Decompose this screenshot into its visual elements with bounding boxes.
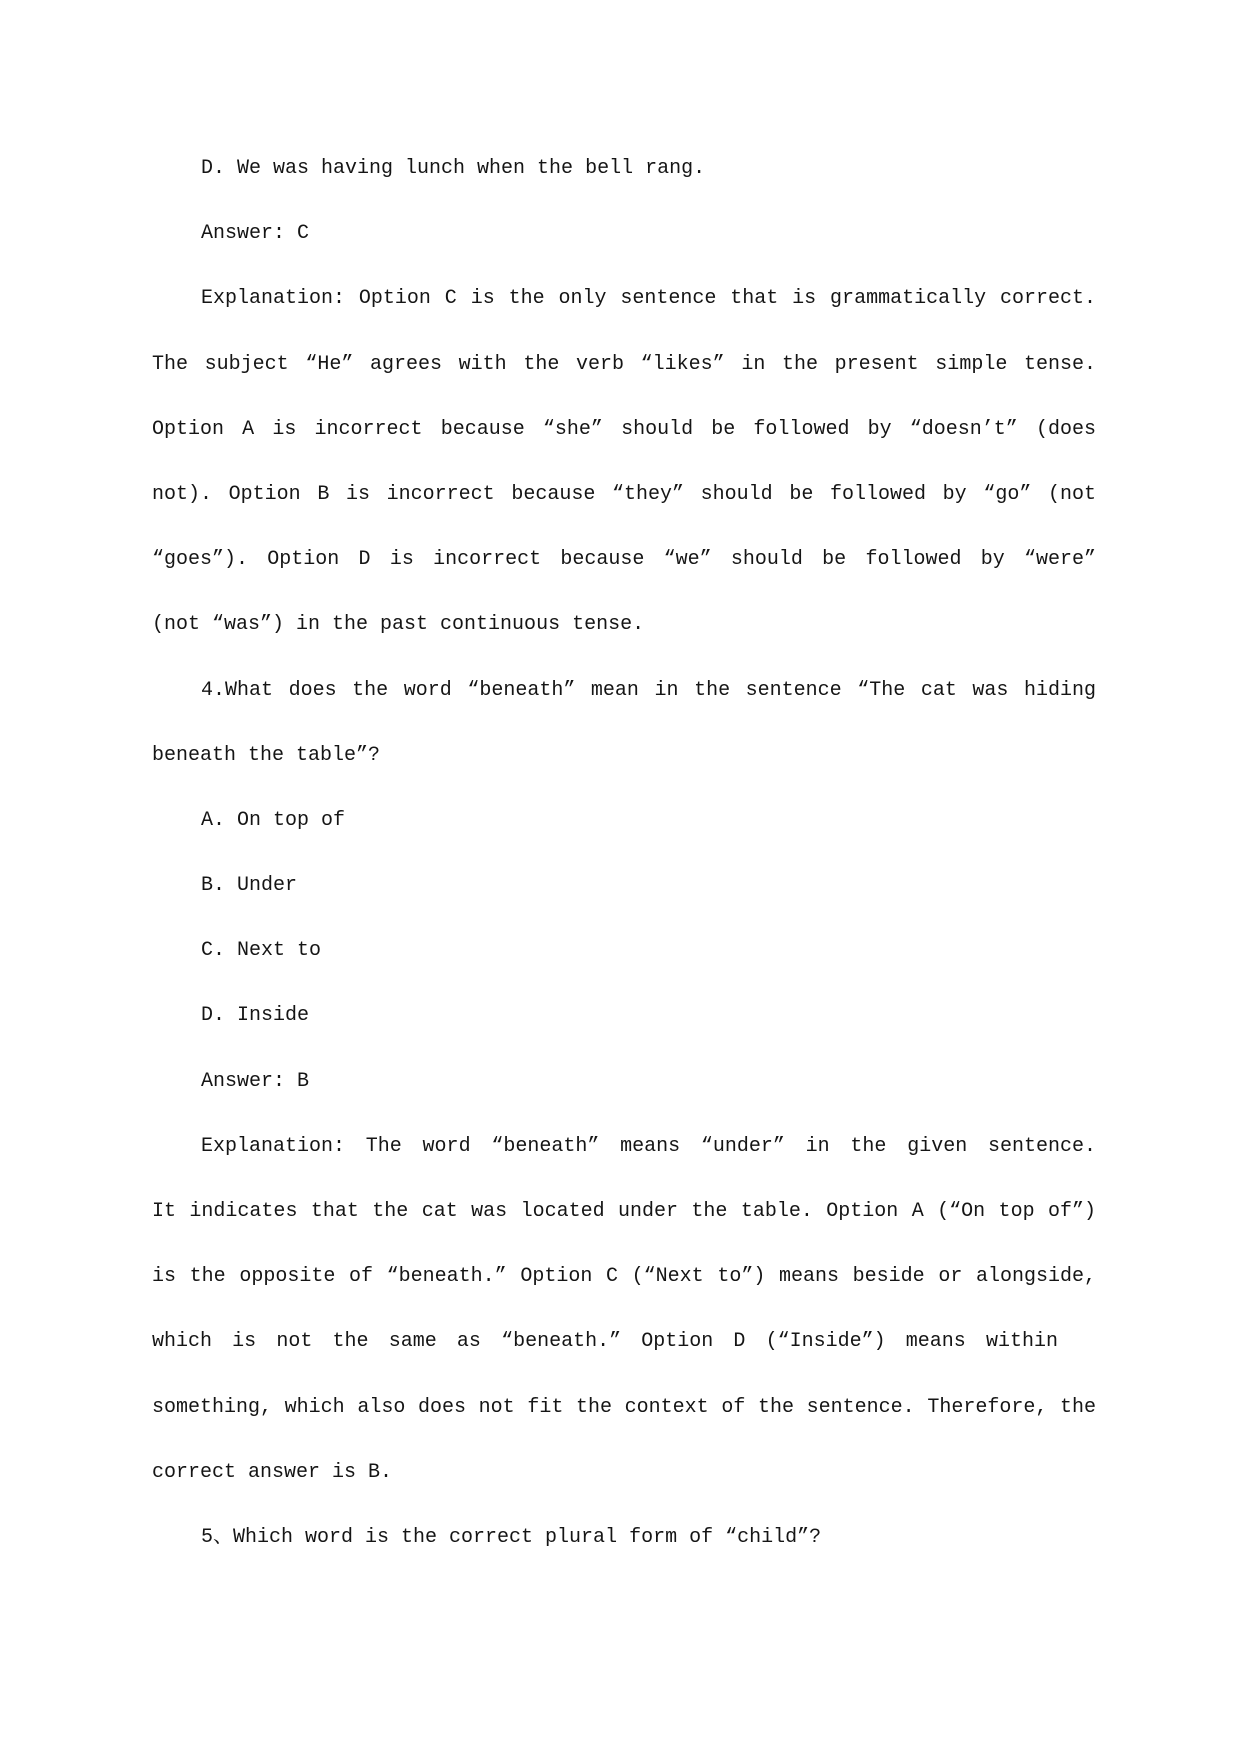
- q5-question: 5、Which word is the correct plural form of “child”?: [201, 1525, 822, 1549]
- option-b: B. Under: [201, 874, 298, 898]
- explanation-line: something, which also does not fit the context of the sentence. Therefore, the: [152, 1395, 1096, 1419]
- explanation-line: not). Option B is incorrect because “they” should be followed by “go” (not: [152, 482, 1096, 506]
- explanation-line: Option A is incorrect because “she” should be followed by “doesn’t” (does: [152, 417, 1096, 441]
- option-a: A. On top of: [201, 808, 346, 832]
- explanation-line: correct answer is B.: [152, 1460, 393, 1484]
- q3-answer: Answer: C: [201, 222, 310, 246]
- q4-explanation: [0, 1114, 1241, 1505]
- explanation-line: is the opposite of “beneath.” Option C (“Next to”) means beside or alongside,: [152, 1265, 1096, 1289]
- q4-question: [0, 658, 1241, 788]
- explanation-line: which is not the same as “beneath.” Option D (“Inside”) means within: [152, 1330, 1058, 1354]
- q3-option-d: D. We was having lunch when the bell rang.: [201, 157, 706, 180]
- explanation-line: It indicates that the cat was located under the table. Option A (“On top of”): [152, 1200, 1096, 1223]
- q4-answer: Answer: B: [201, 1069, 310, 1093]
- document-page: [0, 136, 1241, 1570]
- question-line: 4.What does the word “beneath” mean in the sentence “The cat was hiding: [201, 678, 1096, 702]
- question-line: beneath the table”?: [152, 743, 381, 767]
- explanation-line: The subject “He” agrees with the verb “likes” in the present simple tense.: [152, 352, 1096, 376]
- q3-explanation: [0, 266, 1241, 657]
- option-c: C. Next to: [201, 939, 322, 963]
- explanation-line: (not “was”) in the past continuous tense.: [152, 613, 645, 637]
- explanation-line: Explanation: Option C is the only sentence that is grammatically correct.: [201, 287, 1096, 311]
- explanation-line: Explanation: The word “beneath” means “under” in the given sentence.: [201, 1134, 1096, 1158]
- q4-options: [0, 788, 1241, 1049]
- explanation-line: “goes”). Option D is incorrect because “we” should be followed by “were”: [152, 548, 1096, 572]
- option-d: D. Inside: [201, 1004, 310, 1028]
